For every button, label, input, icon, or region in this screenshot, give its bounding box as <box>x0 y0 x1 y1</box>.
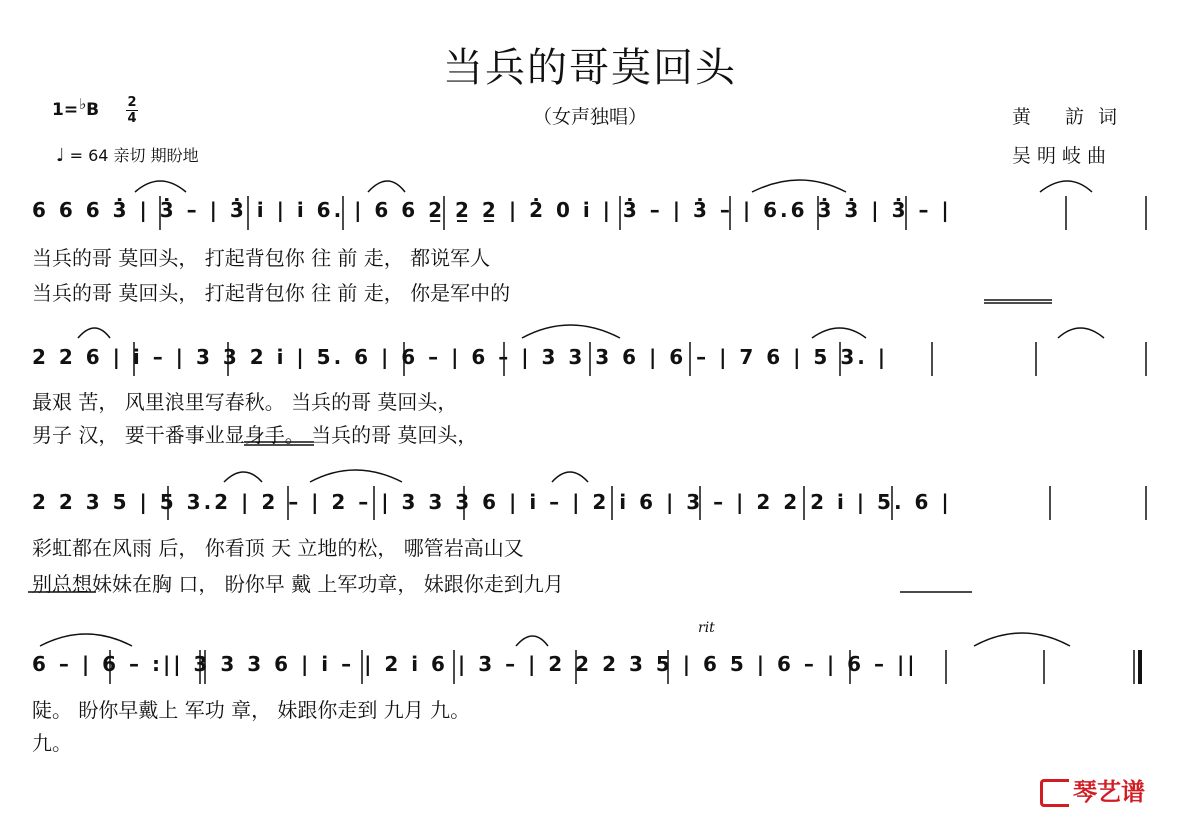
quarter-note-icon: ♩ <box>56 145 65 166</box>
notes-line: 2 2 3 5 | 5 3.2 | 2 – | 2 – | 3 3 3 6 | i̇ – | 2 i̇ 6 | 3 – | 2 2 2 i̇ | 5. 6 | <box>32 490 952 514</box>
watermark-text: 琴艺谱 <box>1073 778 1145 806</box>
notes-line: 2 2 6 | i̇ – | 3 3 2 i̇ | 5. 6 | 6 – | 6 – | 3 3 3 6 | 6 – | 7 6 | 5 3. | <box>32 345 889 369</box>
lyric-line: 九。 <box>32 731 72 755</box>
slur <box>224 472 262 482</box>
subtitle: （女声独唱） <box>532 106 647 128</box>
slur <box>522 325 620 338</box>
slur <box>1040 181 1092 192</box>
tempo-text: = 64 亲切 期盼地 <box>69 146 199 165</box>
lyricist: 黄 訪词 <box>1012 106 1132 128</box>
lyric-line: 别总想妹妹在胸 口， 盼你早 戴 上军功章， 妹跟你走到九月 <box>32 572 564 596</box>
lyric-line: 陡。 盼你早戴上 军功 章， 妹跟你走到 九月 九。 <box>32 698 471 722</box>
logo-icon <box>1040 779 1069 807</box>
slur <box>368 181 405 192</box>
slur <box>78 328 110 338</box>
slur <box>552 472 588 482</box>
notes-line: 6 – | 6 – :|| 3 3 3 6 | i̇ – | 2 i̇ 6 | 3 – | 2 2 2 3 5 | 6 5 | 6 – | 6 – || <box>32 652 918 676</box>
slur <box>1058 328 1104 338</box>
notes-line: 6 6 6 3̇ | 3̇ – | 3̇ i̇ | i̇ 6. | 6 6 2̲ 2̲ 2̲ | 2̇ 0 i̇ | 3̇ – | 3̇ – | 6.6 3̇ 3̇ | 3̇ – | <box>32 198 952 222</box>
lyric-line: 彩虹都在风雨 后， 你看顶 天 立地的松， 哪管岩高山又 <box>32 536 524 560</box>
slur <box>516 636 548 646</box>
flat-icon: ♭ <box>79 95 87 113</box>
slur <box>40 634 132 646</box>
watermark <box>1040 772 1145 807</box>
key-label: 1= <box>52 100 79 120</box>
lyric-line: 最艰 苦， 风里浪里写春秋。 当兵的哥 莫回头， <box>32 390 458 414</box>
lyric-line: 男子 汉， 要干番事业显身手。 当兵的哥 莫回头， <box>32 423 478 447</box>
slur <box>752 180 846 192</box>
time-bottom: 4 <box>127 111 137 126</box>
lyric-line: 当兵的哥 莫回头， 打起背包你 往 前 走， 都说军人 <box>32 246 491 270</box>
slur <box>974 633 1070 646</box>
slur <box>310 470 402 482</box>
key-note: B <box>86 100 100 120</box>
composer: 吴明岐曲 <box>1012 145 1113 167</box>
rit-marking: rit <box>698 620 715 636</box>
slur <box>812 328 866 338</box>
slur <box>135 181 186 192</box>
song-title: 当兵的哥莫回头 <box>443 45 737 91</box>
time-top: 2 <box>127 95 137 110</box>
tempo-marking <box>56 143 199 166</box>
lyric-line: 当兵的哥 莫回头， 打起背包你 往 前 走， 你是军中的 <box>32 281 511 305</box>
